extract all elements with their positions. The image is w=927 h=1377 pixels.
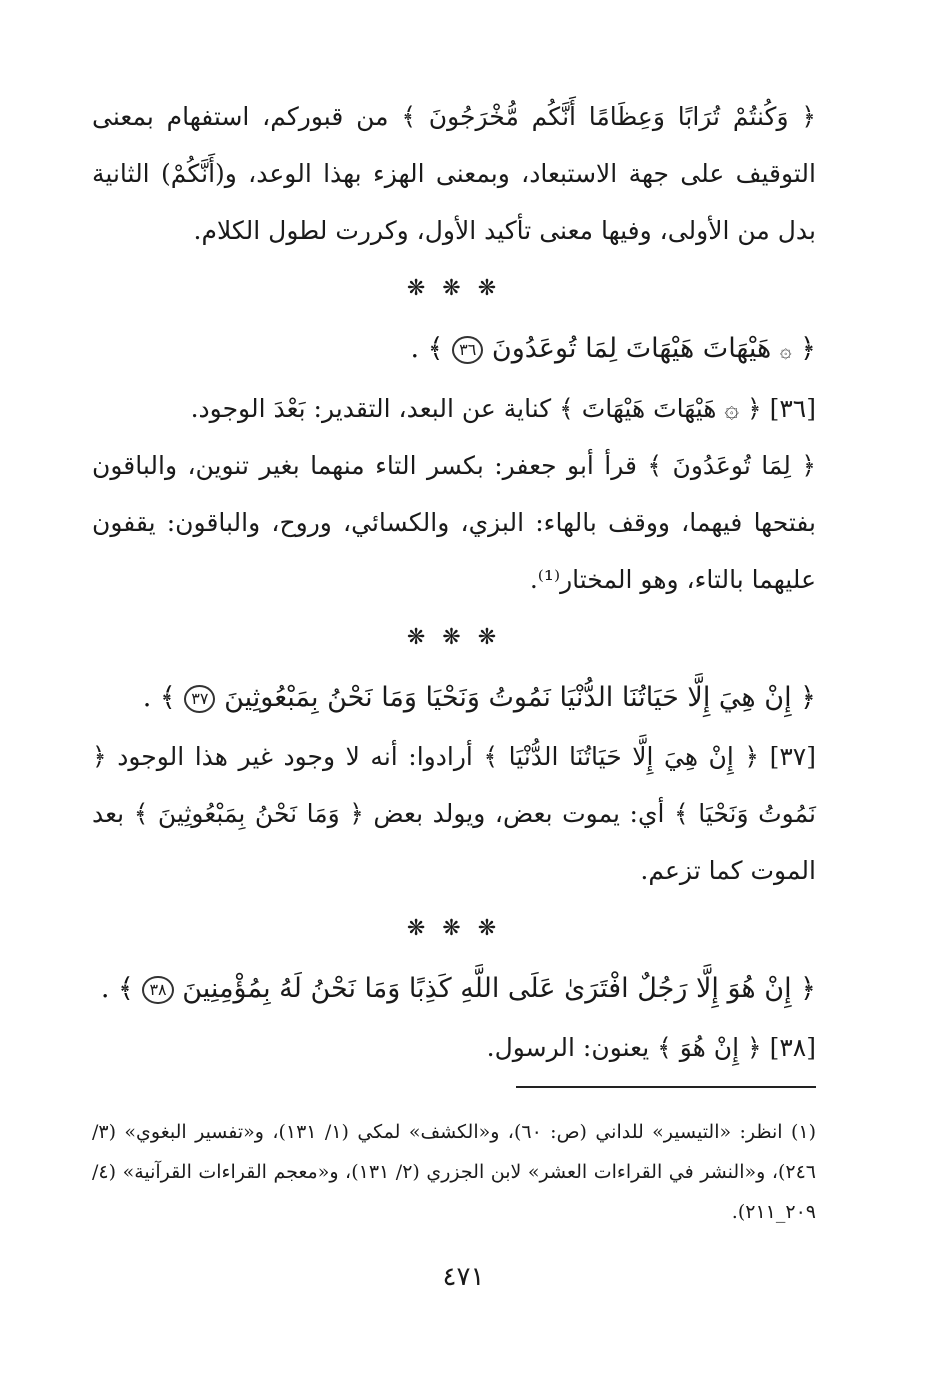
ayah-number-badge: ٣٨ — [142, 976, 173, 1004]
quran-verse-37 — [92, 668, 816, 728]
quran-verse-38 — [92, 959, 816, 1019]
quran-verse-36 — [92, 319, 816, 380]
commentary-38: [٣٨] ﴿ إِنْ هُوَ ﴾ يعنون: الرسول. — [486, 1033, 816, 1062]
verse-close-bracket: ﴾ . — [142, 682, 176, 713]
commentary-36: [٣٦] ﴿ ۞ هَيْهَاتَ هَيْهَاتَ ﴾ كناية عن البعد، التقدير: بَعْدَ الوجود. — [190, 394, 816, 423]
verse-close-bracket: ﴾ . — [100, 973, 134, 1004]
verse-text: هَيْهَاتَ هَيْهَاتَ لِمَا تُوعَدُونَ — [491, 333, 772, 364]
verse-open-bracket: ﴿ — [800, 682, 816, 713]
rub-el-hizb-icon: ۞ — [779, 338, 792, 362]
verse-open-bracket: ﴿ — [800, 333, 816, 364]
verse-open-bracket: ﴿ — [800, 973, 816, 1004]
footnote-divider — [516, 1086, 816, 1088]
main-text — [92, 88, 816, 1076]
verse-close-bracket: ﴾ . — [410, 333, 444, 364]
reading-note: ﴿ لِمَا تُوعَدُونَ ﴾ قرأ أبو جعفر: بكسر التاء منهما بغير تنوين، والباقون بفتحها فيهما، ووقف بالهاء: البزي، والكسائي، وروح، والباقون: يقفون عليهما بالتاء، وهو المختار⁽¹⁾. — [92, 451, 816, 594]
section-separator-2: ❋ ❋ ❋ — [406, 625, 502, 650]
section-separator-1: ❋ ❋ ❋ — [406, 276, 502, 301]
ayah-number-badge: ٣٦ — [452, 336, 483, 364]
footnote-1: (١) انظر: «التيسير» للداني (ص: ٦٠)، و«الكشف» لمكي (١/ ١٣١)، و«تفسير البغوي» (٣/ ٢٤٦)، و«النشر في القراءات العشر» لابن الجزري (٢/ ١٣١)، و«معجم القراءات القرآنية» (٤/ ٢٠٩_٢١١). — [92, 1121, 816, 1223]
commentary-37: [٣٧] ﴿ إِنْ هِيَ إِلَّا حَيَاتُنَا الدُّنْيَا ﴾ أرادوا: أنه لا وجود غير هذا الوجود ﴿ نَمُوتُ وَنَحْيَا ﴾ أي: يموت بعض، ويولد بعض ﴿ وَمَا نَحْنُ بِمَبْعُوثِينَ ﴾ بعد الموت كما تزعم. — [92, 742, 816, 885]
ayah-number-badge: ٣٧ — [184, 685, 215, 713]
verse-text: إِنْ هِيَ إِلَّا حَيَاتُنَا الدُّنْيَا نَمُوتُ وَنَحْيَا وَمَا نَحْنُ بِمَبْعُوثِينَ — [224, 682, 792, 713]
verse-text: إِنْ هُوَ إِلَّا رَجُلٌ افْتَرَىٰ عَلَى اللَّهِ كَذِبًا وَمَا نَحْنُ لَهُ بِمُؤْمِنِينَ — [182, 973, 792, 1004]
section-separator-3: ❋ ❋ ❋ — [406, 916, 502, 941]
page-number: ٤٧١ — [442, 1262, 485, 1292]
paragraph-1: ﴿ وَكُنتُمْ تُرَابًا وَعِظَامًا أَنَّكُم مُّخْرَجُونَ ﴾ من قبوركم، استفهام بمعنى التوقيف على جهة الاستبعاد، وبمعنى الهزء بهذا الوعد، و(أَنَّكُمْ) الثانية بدل من الأولى، وفيها معنى تأكيد الأول، وكررت لطول الكلام. — [92, 102, 816, 245]
